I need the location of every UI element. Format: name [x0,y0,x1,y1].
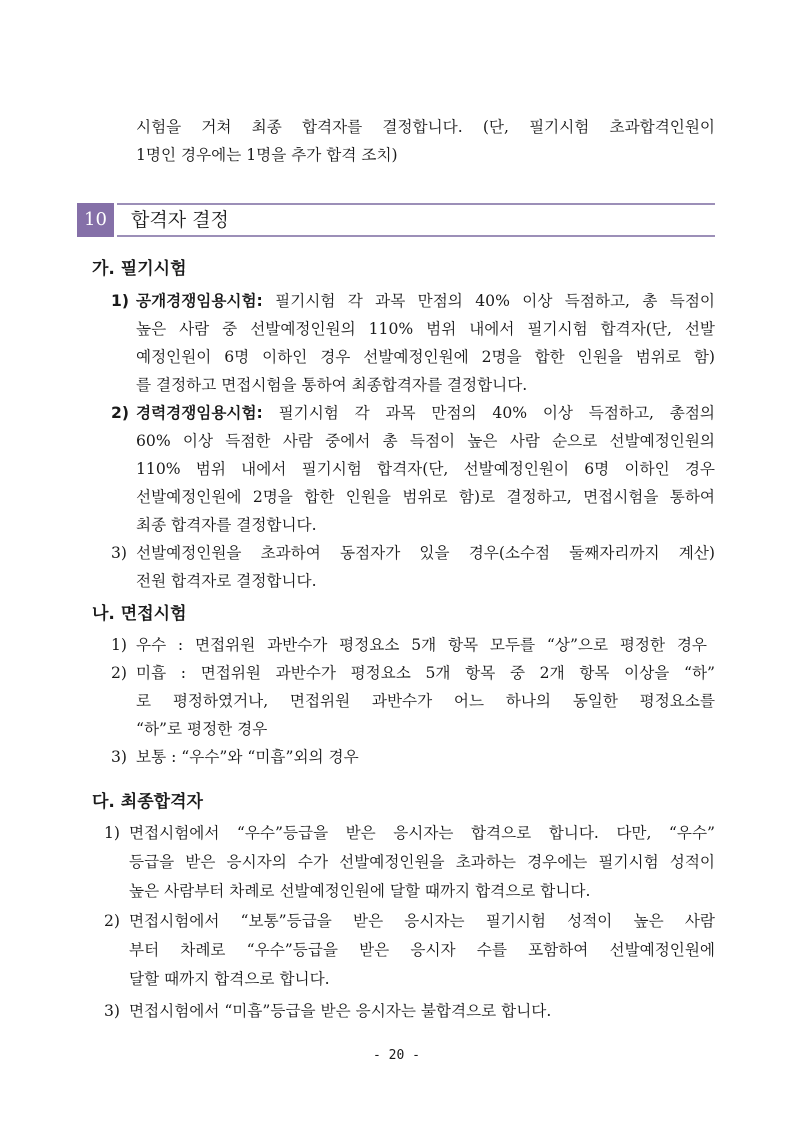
interview-item-2-line-1: 미흡 : 면접위원 과반수가 평정요소 5개 항목 중 2개 항목 이상을 “하” [136,664,715,682]
written-item-1-line-3: 예정인원이 6명 이하인 경우 선발예정인원에 2명을 합한 인원을 범위로 함) [136,348,715,366]
written-item-2-line-1: 경력경쟁임용시험: 필기시험 각 과목 만점의 40% 이상 득점하고, 총점의 [136,404,715,422]
heading-written-exam: 가. 필기시험 [92,259,187,279]
written-item-1-line-4: 를 결정하고 면접시험을 통하여 최종합격자를 결정합니다. [136,376,528,394]
written-item-1-line-1: 공개경쟁임용시험: 필기시험 각 과목 만점의 40% 이상 득점하고, 총 득점이 [136,292,715,310]
page-number: - 20 - [373,1048,420,1063]
interview-item-1-line-1: 우수 : 면접위원 과반수가 평정요소 5개 항목 모두를 “상”으로 평정한 경우 [136,636,707,654]
item-number: 3) [111,748,128,766]
written-item-1-line-2: 높은 사람 중 선발예정인원의 110% 범위 내에서 필기시험 합격자(단, 선발 [136,320,715,338]
item-number: 3) [104,1002,121,1020]
final-item-1-line-2: 등급을 받은 응시자의 수가 선발예정인원을 초과하는 경우에는 필기시험 성적이 [129,853,715,871]
heading-interview-exam: 나. 면접시험 [92,604,187,624]
item-number: 3) [111,544,128,562]
item-number: 1) [111,292,129,310]
written-item-1-label: 공개경쟁임용시험: [136,292,263,310]
written-item-3-line-2: 전원 합격자로 결정합니다. [136,572,317,590]
final-item-2-line-3: 달할 때까지 합격으로 합니다. [129,970,330,988]
interview-item-2-line-2: 로 평정하였거나, 면접위원 과반수가 어느 하나의 동일한 평정요소를 [136,692,715,710]
final-item-2-line-2: 부터 차례로 “우수”등급을 받은 응시자 수를 포함하여 선발예정인원에 [129,941,715,959]
written-item-2-line-3: 110% 범위 내에서 필기시험 합격자(단, 선발예정인원이 6명 이하인 경우 [136,460,715,478]
written-item-2-label: 경력경쟁임용시험: [136,404,263,422]
written-item-2-line-4: 선발예정인원에 2명을 합한 인원을 범위로 함)로 결정하고, 면접시험을 통하여 [136,488,715,506]
interview-item-3-line-1: 보통 : “우수”와 “미흡”외의 경우 [136,748,359,766]
intro-line-1: 시험을 거쳐 최종 합격자를 결정합니다. (단, 필기시험 초과합격인원이 [136,118,715,136]
item-number: 2) [111,664,128,682]
written-item-2-line-5: 최종 합격자를 결정합니다. [136,516,317,534]
final-item-2-line-1: 면접시험에서 “보통”등급을 받은 응시자는 필기시험 성적이 높은 사람 [129,912,715,930]
final-item-3-line-1: 면접시험에서 “미흡”등급을 받은 응시자는 불합격으로 합니다. [129,1002,552,1020]
section-rule-bottom [117,235,715,237]
item-number: 1) [104,824,121,842]
section-title: 합격자 결정 [131,209,229,231]
final-item-1-line-3: 높은 사람부터 차례로 선발예정인원에 달할 때까지 합격으로 합니다. [129,882,591,900]
heading-final-pass: 다. 최종합격자 [92,792,203,812]
item-number: 2) [104,912,121,930]
section-number-badge: 10 [77,203,114,237]
section-rule-top [117,203,715,205]
item-number: 2) [111,404,129,422]
written-item-2-line-2: 60% 이상 득점한 사람 중에서 총 득점이 높은 사람 순으로 선발예정인원의 [136,432,715,450]
intro-line-2: 1명인 경우에는 1명을 추가 합격 조치) [136,146,398,164]
interview-item-2-line-3: “하”로 평정한 경우 [136,720,268,738]
item-number: 1) [111,636,128,654]
final-item-1-line-1: 면접시험에서 “우수”등급을 받은 응시자는 합격으로 합니다. 다만, “우수” [129,824,715,842]
written-item-3-line-1: 선발예정인원을 초과하여 동점자가 있을 경우(소수점 둘째자리까지 계산) [136,544,715,562]
